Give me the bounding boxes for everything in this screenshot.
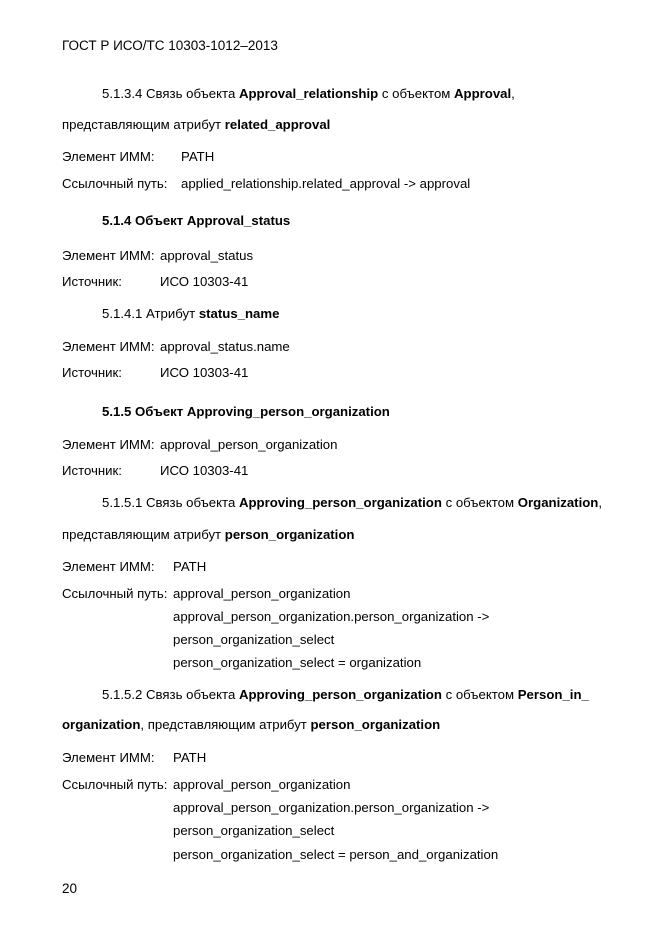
aim-element-value: approval_status	[160, 248, 254, 263]
aim-element-value: approval_status.name	[160, 339, 290, 354]
clause-text: Связь объекта	[142, 495, 239, 510]
attribute-name: person_organization	[224, 527, 355, 542]
reference-path-line: approval_person_organization	[173, 777, 351, 792]
aim-element-value: approval_person_organization	[160, 437, 338, 452]
clause-text: Связь объекта	[142, 687, 239, 702]
entity-name: Approving_person_organization	[238, 687, 442, 702]
aim-element-label: Элемент ИММ:	[62, 437, 155, 452]
source-label: Источник:	[62, 274, 122, 289]
clause-number: 5.1.3.4	[102, 86, 143, 101]
clause-5-1-5-1-title	[102, 495, 602, 511]
reference-path-line: person_organization_select	[173, 823, 335, 838]
target-entity-name: Person_in_	[517, 687, 589, 702]
aim-element-label: Элемент ИММ:	[62, 559, 155, 574]
attribute-name: person_organization	[310, 717, 441, 732]
clause-text: с объектом	[378, 86, 455, 101]
entity-name: Approving_person_organization	[238, 495, 442, 510]
clause-number: 5.1.5.1	[102, 495, 143, 510]
attribute-name: related_approval	[224, 117, 331, 132]
reference-path-line: person_organization_select = person_and_organization	[173, 847, 499, 862]
source-value: ИСО 10303-41	[160, 365, 249, 380]
source-label: Источник:	[62, 365, 122, 380]
clause-text: , представляющим атрибут	[140, 717, 311, 732]
target-entity-name: organization	[62, 717, 141, 732]
entity-name: Approval_relationship	[238, 86, 379, 101]
clause-5-1-4-1-title	[102, 306, 279, 322]
section-5-1-5-heading: 5.1.5 Объект Approving_person_organization	[102, 404, 390, 419]
reference-path-line: person_organization_select	[173, 632, 335, 647]
reference-path-label: Ссылочный путь:	[62, 176, 168, 191]
aim-element-label: Элемент ИММ:	[62, 149, 155, 164]
clause-5-1-5-1-continuation	[62, 527, 354, 543]
clause-text: с объектом	[441, 495, 518, 510]
reference-path-label: Ссылочный путь:	[62, 586, 168, 601]
reference-path-line: approval_person_organization	[173, 586, 351, 601]
clause-text: представляющим атрибут	[62, 117, 225, 132]
attribute-name: status_name	[198, 306, 280, 321]
aim-element-value: PATH	[173, 750, 207, 765]
reference-path-label: Ссылочный путь:	[62, 777, 168, 792]
clause-number: 5.1.5.2	[102, 687, 143, 702]
aim-element-label: Элемент ИММ:	[62, 750, 155, 765]
aim-element-label: Элемент ИММ:	[62, 339, 155, 354]
clause-5-1-5-2-title	[102, 687, 589, 703]
document-header: ГОСТ Р ИСО/ТС 10303-1012–2013	[62, 38, 278, 53]
source-value: ИСО 10303-41	[160, 274, 249, 289]
clause-5-1-5-2-continuation	[62, 717, 440, 733]
reference-path-value: applied_relationship.related_approval -> approval	[181, 176, 471, 191]
section-5-1-4-heading: 5.1.4 Объект Approval_status	[102, 213, 291, 228]
reference-path-line: person_organization_select = organization	[173, 655, 422, 670]
clause-text: представляющим атрибут	[62, 527, 225, 542]
clause-5-1-3-4-title	[102, 86, 515, 102]
target-entity-name: Organization	[517, 495, 599, 510]
clause-number: 5.1.4.1	[102, 306, 143, 321]
reference-path-line: approval_person_organization.person_organization ->	[173, 800, 490, 815]
clause-text: Атрибут	[142, 306, 199, 321]
clause-text: ,	[598, 495, 603, 510]
aim-element-value: PATH	[181, 149, 215, 164]
source-value: ИСО 10303-41	[160, 463, 249, 478]
clause-text: ,	[511, 86, 515, 101]
reference-path-line: approval_person_organization.person_organization ->	[173, 609, 490, 624]
clause-text: с объектом	[441, 687, 518, 702]
page-number: 20	[62, 881, 78, 896]
target-entity-name: Approval	[454, 86, 512, 101]
source-label: Источник:	[62, 463, 122, 478]
aim-element-value: PATH	[173, 559, 207, 574]
clause-text: Связь объекта	[142, 86, 239, 101]
aim-element-label: Элемент ИММ:	[62, 248, 155, 263]
clause-5-1-3-4-continuation	[62, 117, 330, 133]
